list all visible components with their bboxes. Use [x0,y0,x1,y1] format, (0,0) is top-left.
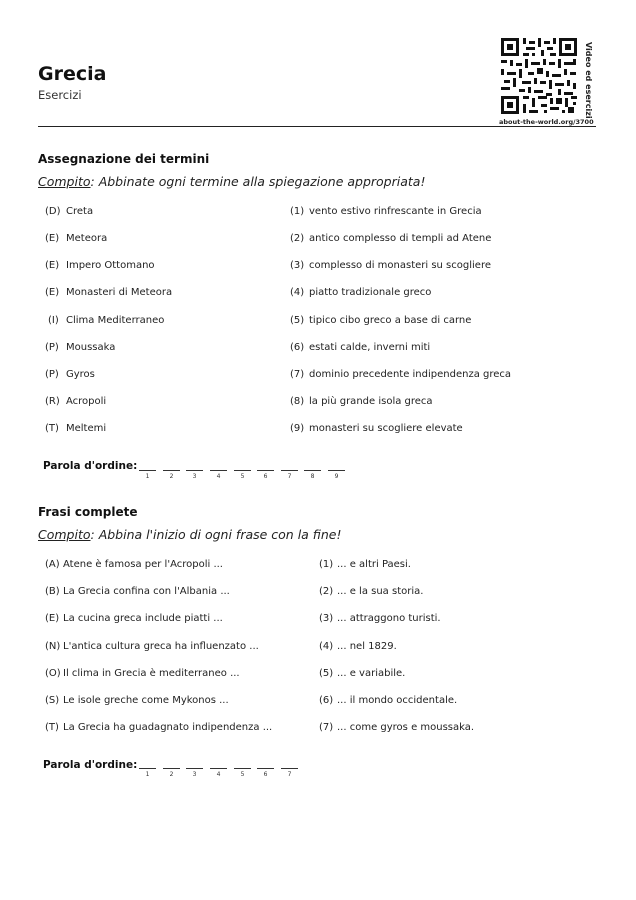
blank-number: 7 [287,771,292,778]
term-row [45,232,107,245]
definition-row [290,395,433,408]
sentence-beginning-text: Il clima in Grecia è mediterraneo ... [63,668,240,679]
sentence-beginning-row [45,558,223,571]
section2-task-text: : Abbina l'inizio di ogni frase con la fine! [90,527,342,542]
sentence-ending-text: ... e la sua storia. [337,586,424,597]
term-letter: (T) [45,423,59,434]
answer-blank[interactable] [328,470,345,471]
sentence-letter: (A) [45,559,60,570]
sentence-beginning-row [45,694,229,707]
definition-number: (4) [290,287,305,298]
blank-number: 8 [310,473,315,480]
sentence-beginning-row [45,667,240,680]
definition-text: piatto tradizionale greco [309,287,432,298]
blank-number: 7 [287,473,292,480]
definition-row [290,286,431,299]
definition-number: (9) [290,423,305,434]
answer-blank[interactable] [210,768,227,769]
answer-blank[interactable] [186,470,203,471]
answer-blank[interactable] [210,470,227,471]
blank-number: 5 [240,473,245,480]
sentence-ending-text: ... nel 1829. [337,641,397,652]
term-text: Impero Ottomano [66,260,155,271]
definition-number: (5) [290,315,305,326]
definition-number: (8) [290,396,305,407]
sentence-ending-row [319,694,457,707]
section2-task [38,527,342,543]
qr-caption-link[interactable]: about-the-world.org/3700 [499,118,594,126]
qr-side-text: Video ed esercizi [584,42,593,119]
page-title: Grecia [38,63,107,85]
definition-number: (7) [290,369,305,380]
ending-number: (4) [319,641,334,652]
term-row [45,395,106,408]
definition-number: (1) [290,206,305,217]
answer-blank[interactable] [281,470,298,471]
sentence-beginning-text: Atene è famosa per l'Acropoli ... [63,559,223,570]
definition-number: (2) [290,233,305,244]
term-letter: (D) [45,206,61,217]
section1-task-text: : Abbinate ogni termine alla spiegazione appropriata! [90,174,426,189]
blank-number: 1 [145,473,150,480]
term-text: Monasteri di Meteora [66,287,173,298]
definition-text: complesso di monasteri su scogliere [309,260,491,271]
term-text: Moussaka [66,342,116,353]
sentence-beginning-text: La cucina greca include piatti ... [63,613,223,624]
answer-blank[interactable] [234,470,251,471]
term-letter: (E) [45,233,60,244]
blank-number: 5 [240,771,245,778]
sentence-letter: (S) [45,695,60,706]
sentence-ending-text: ... il mondo occidentale. [337,695,458,706]
definition-row [290,259,491,272]
sentence-ending-row [319,585,423,598]
sentence-ending-row [319,667,405,680]
definition-text: la più grande isola greca [309,396,433,407]
term-text: Gyros [66,369,95,380]
term-letter: (P) [45,342,59,353]
term-text: Creta [66,206,94,217]
term-row [45,205,93,218]
definition-number: (6) [290,342,305,353]
section2-order-label: Parola d'ordine: [43,759,138,771]
blank-number: 6 [263,771,268,778]
term-letter: (E) [45,260,60,271]
term-row [45,341,115,354]
blank-number: 2 [169,771,174,778]
ending-number: (6) [319,695,334,706]
sentence-ending-text: ... come gyros e moussaka. [337,722,475,733]
term-text: Meteora [66,233,108,244]
definition-text: monasteri su scogliere elevate [309,423,463,434]
definition-row [290,314,471,327]
term-row [45,314,164,327]
answer-blank[interactable] [139,768,156,769]
definition-text: estati calde, inverni miti [309,342,431,353]
ending-number: (1) [319,559,334,570]
term-row [45,259,155,272]
term-row [45,368,95,381]
header-divider [38,126,596,127]
term-letter: (R) [45,396,60,407]
ending-number: (3) [319,613,334,624]
term-row [45,422,106,435]
definition-row [290,341,430,354]
answer-blank[interactable] [304,470,321,471]
sentence-beginning-text: La Grecia confina con l'Albania ... [63,586,230,597]
page-subtitle: Esercizi [38,88,82,102]
ending-number: (5) [319,668,334,679]
term-text: Clima Mediterraneo [66,315,165,326]
sentence-ending-text: ... attraggono turisti. [337,613,441,624]
blank-number: 6 [263,473,268,480]
answer-blank[interactable] [139,470,156,471]
sentence-beginning-row [45,721,272,734]
sentence-letter: (E) [45,613,60,624]
sentence-ending-text: ... e variabile. [337,668,406,679]
definition-text: antico complesso di templi ad Atene [309,233,492,244]
answer-blank[interactable] [163,470,180,471]
section2-task-label: Compito [38,527,91,542]
sentence-beginning-row [45,640,259,653]
blank-number: 1 [145,771,150,778]
blank-number: 4 [216,771,221,778]
blank-number: 2 [169,473,174,480]
definition-row [290,422,463,435]
section1-task [38,174,425,190]
definition-row [290,368,511,381]
qr-code-icon[interactable] [499,36,579,116]
answer-blank[interactable] [257,768,274,769]
section1-title: Assegnazione dei termini [38,152,210,166]
term-text: Meltemi [66,423,107,434]
answer-blank[interactable] [281,768,298,769]
sentence-ending-row [319,558,411,571]
blank-number: 4 [216,473,221,480]
definition-number: (3) [290,260,305,271]
section1-task-label: Compito [38,174,91,189]
sentence-beginning-text: Le isole greche come Mykonos ... [63,695,229,706]
sentence-letter: (T) [45,722,59,733]
answer-blank[interactable] [234,768,251,769]
term-row [45,286,172,299]
answer-blank[interactable] [186,768,203,769]
ending-number: (2) [319,586,334,597]
answer-blank[interactable] [163,768,180,769]
blank-number: 3 [192,771,197,778]
sentence-letter: (B) [45,586,60,597]
sentence-beginning-text: L'antica cultura greca ha influenzato ... [63,641,259,652]
section2-title: Frasi complete [38,505,138,519]
sentence-beginning-row [45,585,230,598]
definition-text: tipico cibo greco a base di carne [309,315,472,326]
answer-blank[interactable] [257,470,274,471]
sentence-ending-row [319,612,441,625]
sentence-beginning-text: La Grecia ha guadagnato indipendenza ... [63,722,273,733]
sentence-ending-text: ... e altri Paesi. [337,559,411,570]
blank-number: 9 [334,473,339,480]
blank-number: 3 [192,473,197,480]
term-letter: (E) [45,287,60,298]
term-letter: (I) [48,315,59,326]
sentence-ending-row [319,721,474,734]
definition-text: dominio precedente indipendenza greca [309,369,512,380]
definition-row [290,205,482,218]
ending-number: (7) [319,722,334,733]
sentence-letter: (O) [45,668,61,679]
definition-text: vento estivo rinfrescante in Grecia [309,206,482,217]
sentence-beginning-row [45,612,223,625]
section1-order-label: Parola d'ordine: [43,460,138,472]
term-text: Acropoli [66,396,107,407]
definition-row [290,232,491,245]
sentence-ending-row [319,640,397,653]
sentence-letter: (N) [45,641,61,652]
term-letter: (P) [45,369,59,380]
